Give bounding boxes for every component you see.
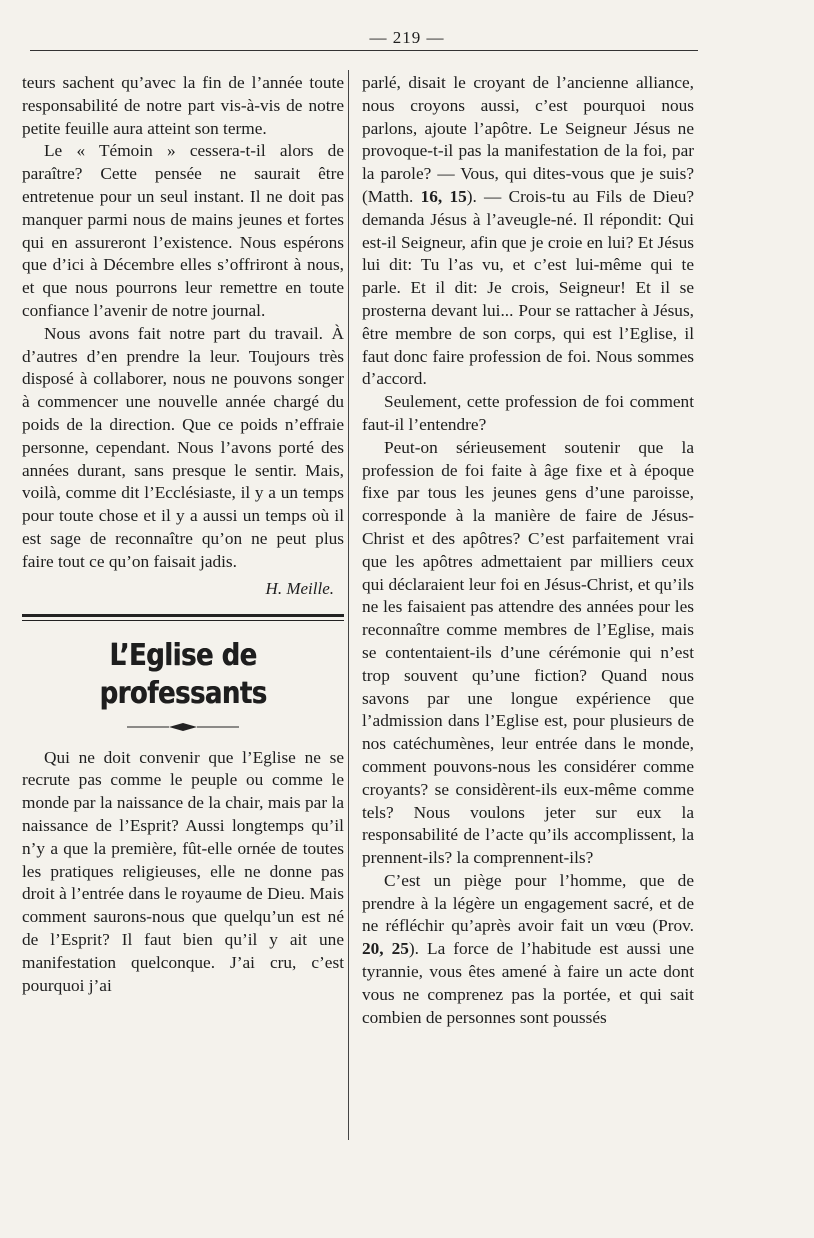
section-separator: [22, 614, 344, 621]
separator-thick-rule: [22, 614, 344, 617]
author-signature: H. Meille.: [265, 578, 334, 598]
paragraph-seulement: Seulement, cette profession de foi comment faut-il l’entendre?: [362, 392, 694, 434]
paragraph-eglise-intro: Qui ne doit convenir que l’Eglise ne se recrute pas comme le peuple ou comme le monde par la naissance de la chair, mais par la naissance de l’Esprit? Aussi longtemps qu’il n’y a que la première, fût-elle ornée de toutes les pratiques religieuses, elle ne donne pas droit à l’entrée dans le royaume de Dieu. Mais comment saurons-nous que quelqu’un est né de l’Esprit? Il faut bien qu’il y ait une manifestation quelconque. J’ai cru, c’est pourquoi j’ai: [22, 747, 344, 995]
text-segment: parlé, disait le croyant de l’ancienne alliance, nous croyons aussi, c’est pourquoi nous parlons, ajoute l’apôtre. Le Seigneur Jésus ne provoque-t-il pas la manifestation de la foi, par la parole? — Vous, qui dites-vous que je suis? (Matth.: [362, 73, 694, 206]
paragraph-continuation: teurs sachent qu’avec la fin de l’année toute responsabilité de notre part vis-à-vis de notre petite feuille aura atteint son terme.: [22, 73, 344, 138]
paragraph-piege: [362, 870, 694, 1030]
paragraph-temoin: Le « Témoin » cessera-t-il alors de paraître? Cette pensée ne saurait être entretenue pour un seul instant. Il ne doit pas manquer parmi nous de mains jeunes et fortes qui en assureront l’existence. Nous espérons que d’ici à Décembre elles s’offriront à nous, et que nous pourrons leur remettre en toute confiance l’avenir de notre journal.: [22, 141, 344, 320]
paragraph-travail: Nous avons fait notre part du travail. À d’autres d’en prendre la leur. Toujours très disposé à collaborer, nous ne pouvons songer à commencer une nouvelle année chargé du poids de la direction. Que ce poids n’effraie personne, cependant. Nous l’avons porté des années durant, sans presque le sentir. Mais, voilà, comme dit l’Ecclésiaste, il y a un temps pour toute chose et il y a aussi un temps où il est sage de reconnaître qu’on ne peut plus faire tout ce qu’on faisait jadis.: [22, 323, 344, 571]
header-rule: [30, 50, 698, 51]
right-column: [362, 72, 694, 1029]
left-column: [22, 72, 344, 997]
scripture-reference: 16, 15: [420, 186, 467, 206]
text-segment: ). — Crois-tu au Fils de Dieu? demanda Jésus à l’aveugle-né. Il répondit: Qui est-il Seigneur, afin que je croie en lui? Et Jésus lui dit: Tu l’as vu, et c’est lui-même qui te parle. Et il dit: Je crois, Seigneur! Et il se prosterna devant lui... Pour se rattacher à Jésus, être membre de son corps, qui est l’Eglise, il faut donc faire profession de foi. Nous sommes d’accord.: [362, 186, 695, 389]
scripture-reference: 20, 25: [362, 939, 409, 959]
text-segment: ). La force de l’habitude est aussi une tyrannie, vous êtes amené à faire un acte dont vous ne comprenez pas la portée, et qui sait combien de personnes sont poussés: [362, 939, 695, 1027]
section-title: L’Eglise de professants: [99, 637, 267, 711]
ornament-divider-icon: [123, 721, 243, 733]
text-segment: C’est un piège pour l’homme, que de prendre à la légère un engagement sacré, et de ne réfléchir qu’après avoir fait un vœu (Prov.: [362, 870, 694, 936]
paragraph-profession-foi: [362, 72, 694, 391]
paragraph-serieusement: Peut-on sérieusement soutenir que la profession de foi faite à âge fixe et à époque fixe par tous les jeunes gens d’une paroisse, corresponde à la manière de faire de Jésus-Christ et des apôtres? C’est parfaitement vrai que les apôtres admettaient par milliers ceux qui déclaraient leur foi en Jésus-Christ, et qu’ils ne les faisaient pas attendre des années pour les reconnaître comme membres de l’Eglise, mais se contentaient-ils d’une cérémonie qui n’est trop souvent qu’une fiction? Quand nous savons par une longue expérience que l’admission dans l’Eglise est, pour plusieurs de nos catéchumènes, leur entrée dans le monde, comment pouvons-nous les considérer comme croyants? se considèrent-ils eux-même comme tels? Nous voulons jeter sur eux la responsabilité de l’acte qu’ils accomplissent, la prennent-ils? la comprennent-ils?: [362, 437, 694, 868]
page-number: — 219 —: [369, 28, 445, 47]
separator-thin-rule: [22, 620, 344, 621]
column-divider: [348, 70, 349, 1140]
